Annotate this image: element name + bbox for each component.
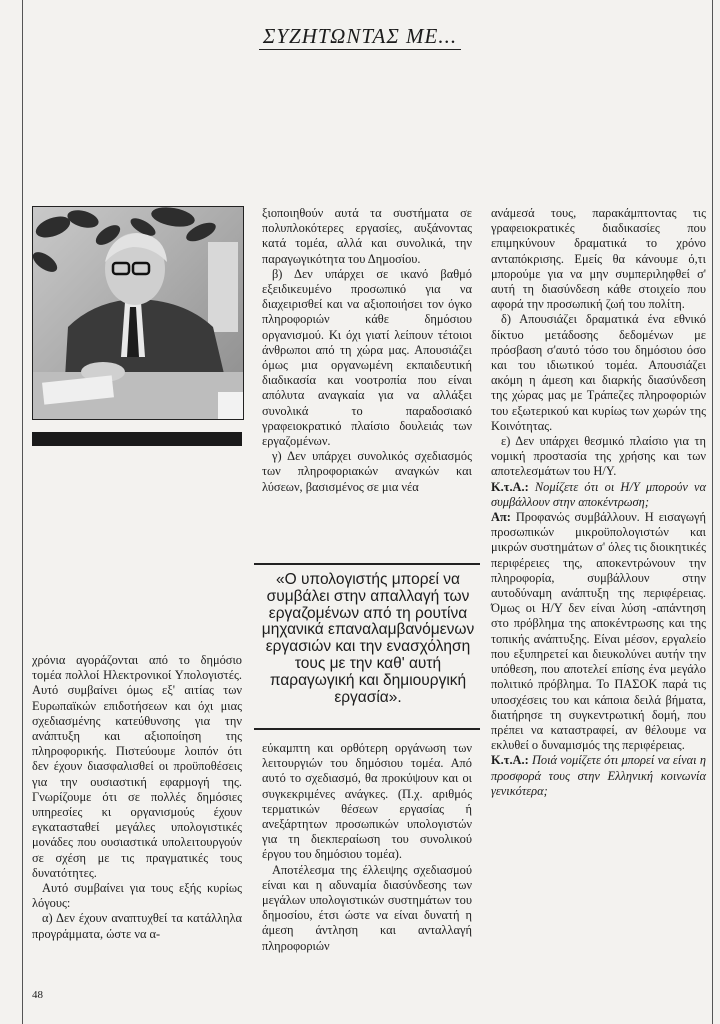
paragraph: γ) Δεν υπάρχει συνολικός σχεδιασμός των πληροφοριακών αναγκών και λύσεων, βασισμένος σε μια νέα [262, 449, 472, 494]
paragraph: β) Δεν υπάρχει σε ικανό βαθμό εξειδικευμένο προσωπικό για να διαχειρισθεί και να αξιοποιήσει τον όγκο πληροφοριών κάθε δημόσιου οργανισμού. Κι όχι γιατί λείπουν τέτοιοι άνθρωποι από τη χώρα μας. Απουσιάζει όμως μια οργανωμένη εκπαιδευτική διαδικασία και νοοτροπία που είναι απόλυτα αναγκαία για να αλλάξει συνολικά το παραδοσιακό γραφειοκρατικό πλαίσιο δουλειάς των εργαζομένων. [262, 266, 472, 449]
page-border-left [22, 0, 23, 1024]
interview-answer [491, 510, 706, 753]
photo-caption-band [32, 432, 242, 446]
paragraph: Αυτό συμβαίνει για τους εξής κυρίως λόγους: [32, 881, 242, 911]
answer-text: Προφανώς συμβάλλουν. Η εισαγωγή προσωπικών μικροϋπολογιστών και μικρών συστημάτων σ' όλες τις διοικητικές περιφέρειες της, αποκεντρώνουν την πληροφορία, συμβάλλουν στην αυτοδύναμη ανάπτυξη της περιφέρειας. Όμως οι Η/Υ δεν είναι λύση -απάντηση στο πρόβλημα της αποκέντρωσης και της τοπικής ανάπτυξης. Είναι μέσον, εργαλείο που εξυπηρετεί και διευκολύνει αυτήν την υπόθεση, που αποτελεί επίσης ένα μεγάλο πολιτικό πρόβλημα. Το ΠΑΣΟΚ παρά τις υποσχέσεις του και κάποια δειλά βήματα, διατήρησε τη συγκεντρωτική δομή, που πρέπει να καταστραφεί, αν θέλουμε να εκλυθεί ο δυναμισμός της περιφέρειας. [491, 510, 707, 753]
column-1 [32, 653, 242, 942]
portrait-photo [32, 206, 244, 420]
interviewer-label: Κ.τ.Α.: [491, 753, 529, 768]
paragraph: δ) Απουσιάζει δραματικά ένα εθνικό δίκτυο μετάδοσης δεδομένων με πρόσβαση σ'αυτό τόσο του δημόσιου όσο και του ιδιωτικού τομέα. Απουσιάζει ακόμη η άμεση και διαρκής διασύνδεση της χώρας μας με Τράπεζες πληροφοριών του εξωτερικού και κυρίως των χωρών της Κοινότητας. [491, 312, 706, 433]
pull-quote: «Ο υπολογιστής μπορεί να συμβάλει στην απαλλαγή των εργαζομένων από τη ρουτίνα μηχανικά επαναλαμβανόμενων εργασιών και την ενασχόληση τους με την καθ' αυτή παραγωγική και δημιουργική εργασία». [261, 571, 475, 706]
paragraph: ε) Δεν υπάρχει θεσμικό πλαίσιο για τη νομική προστασία της χρήσης και των αποτελεσμάτων του Η/Υ. [491, 434, 706, 479]
question-text: Νομίζετε ότι οι Η/Υ μπορούν να συμβάλλουν στην αποκέντρωση; [491, 479, 706, 509]
column-3 [491, 206, 706, 799]
interviewer-label: Κ.τ.Α.: [491, 479, 529, 494]
page-number: 48 [32, 989, 43, 1001]
section-header [0, 24, 720, 49]
paragraph: χρόνια αγοράζονται από το δημόσιο τομέα πολλοί Ηλεκτρονικοί Υπολογιστές. Αυτό συμβαίνει όμως εξ' αιτίας των Ευρωπαϊκών επιδοτήσεων και όχι μιας σχεδιασμένης κατεύθυνσης για την ανάπτυξη και αξιοποίηση της πληροφορικής. Πιστεύουμε λοιπόν ότι δεν έχουν διασφαλισθεί οι προϋποθέσεις για την ουσιαστική εφαρμογή της. Γνωρίζουμε ότι σε πολλές δημόσιες υπηρεσίες κι οργανισμούς έχουν εγκατασταθεί μεγάλες υπολογιστικές μονάδες που ουσιαστικά υπολειτουργούν σε σχέση με τις πραγματικές τους δυνατότητες. [32, 653, 242, 880]
pull-quote-rule-top [254, 563, 480, 565]
paragraph: Αποτέλεσμα της έλλειψης σχεδιασμού είναι και η αδυναμία διασύνδεσης των μεγάλων υπολογιστικών συστημάτων του δημοσίου, έτσι ώστε να είναι δυνατή η άμεση άντληση και ανταλλαγή πληροφοριών [262, 862, 472, 953]
question-text: Ποιά νομίζετε ότι μπορεί να είναι η προσφορά τους στην Ελληνική κοινωνία γενικότερα; [491, 753, 706, 798]
column-2-bottom [262, 741, 472, 954]
column-2-top [262, 206, 472, 495]
pull-quote-rule-bottom [254, 728, 480, 730]
paragraph: ξιοποιηθούν αυτά τα συστήματα σε πολυπλοκότερες εργασίες, αυξάνοντας κατά τομέα, αλλά και συνολικά, την παραγωγικότητα του Δημοσίου. [262, 206, 472, 266]
portrait-illustration [33, 207, 243, 419]
answer-label: Απ: [491, 510, 511, 525]
paragraph: α) Δεν έχουν αναπτυχθεί τα κατάλληλα προγράμματα, ώστε να α- [32, 911, 242, 941]
interview-question [491, 480, 706, 510]
paragraph: ανάμεσά τους, παρακάμπτοντας τις γραφειοκρατικές διαδικασίες που επιμηκύνουν δραματικά το χρόνο ανταπόκρισης. Εμείς θα κάνουμε ό,τι μπορούμε για να μην συμπεριληφθεί σ' αυτή τη διασύνδεση κάθε στοιχείο που αφορά την προσωπική ζωή του πολίτη. [491, 206, 706, 312]
paragraph: εύκαμπτη και ορθότερη οργάνωση των λειτουργιών του δημόσιου τομέα. Από αυτό το σχεδιασμό, θα προκύψουν και οι συγκεκριμένες ανάγκες. (Π.χ. αριθμός τερματικών θέσεων εργασίας ή ανεξάρτητων προσωπικών υπολογιστών για τη διεκπεραίωση του συνολικού έργου του δημόσιου τομέα). [262, 741, 472, 862]
interview-question [491, 753, 706, 799]
section-title: ΣΥΖΗΤΩΝΤΑΣ ΜΕ... [259, 24, 461, 50]
page-border-right [712, 0, 713, 1024]
